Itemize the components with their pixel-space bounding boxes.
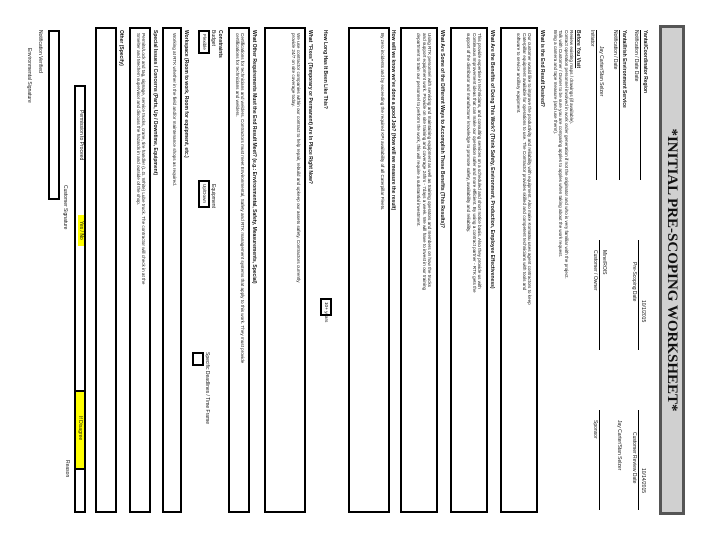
end-result-line: Our customer would like to improve the productivity and reliability with equipment. Also make Komatsu uses agent contractors to keep [527,33,532,305]
prescoping-date-value: 10/1/2015 [640,300,646,323]
before-visit-line: Bring a camera and tape measure (and use them!). [552,30,558,135]
how-long-heading: How Long Has It Been Like This? [322,30,328,109]
initiator-value: Jay Carter/Stan Selzer [598,46,604,97]
budget-box[interactable] [198,30,210,54]
notification-label: Notification / Date [612,30,618,70]
permission-label: Permission to Proceed [78,110,84,161]
special-issues-line: Permits/Lock and tag, signage, service trucks, crane, tire handler (L.G. White) Lube truck. The contractor will check in at the [141,33,146,285]
customer-signature-label: Customer Signature [62,185,68,230]
initiator-label: Initiator [589,30,595,47]
constraints-heading: Constraints [217,30,223,58]
prescoping-date-line [638,240,639,350]
reason-label: Reason [64,460,70,478]
approaches-line: department to train our personnel to perform the work, this will require a substantial investment. [416,33,422,227]
reviewer-line [619,30,620,180]
approaches-line: Using RTK personnel with servicing and maintaining equipment as well as training operators and members on how the trucks [427,33,432,287]
special-issues-box[interactable] [129,27,151,513]
permission-value[interactable]: Yes / No [78,215,84,246]
equipment-label: Equipment [210,184,216,208]
prescoping-date-label: Pre-Scoping Date [631,262,637,302]
workspace-heading: Workspace (Room to work, Room for equipment, etc.) [183,30,189,158]
budget-value: Flexible [202,34,207,50]
special-issues-heading: Special Issues / Concerns (Parts, Up / Downtime, Equipment) [152,30,158,176]
equipment-value: Up/Down [202,184,207,203]
before-visit-line: Talk with Customer / Owner to be sure you are comparing apples to apples when taking about the work request. [558,30,564,257]
worksheet-title: *INITIAL PRE-SCOPING WORKSHEET* [659,25,685,515]
how-long-box[interactable] [320,298,332,323]
disagree-box[interactable] [74,390,86,470]
deadlines-box[interactable] [192,352,204,366]
end-result-line: Caterpillar equipment available for operations to use. The Contractor provides skilled and competent technicians with tools and [521,33,527,291]
benefits-box[interactable] [450,27,488,513]
disagree-value: If Disagree [77,416,83,441]
end-result-line: software to service ancillary equipment. [516,33,522,114]
requirements-heading: What Other Requirements Must the End Result Meet? (e.g.: Environmental, Safety, Measurements, Special) [251,30,257,284]
requirements-line: certifications for technicians and welders. [234,33,240,117]
measure-heading: How will we know we've done a good Job? (How will we measure the result) [390,30,396,211]
requirements-box[interactable] [228,27,250,513]
workspace-box[interactable] [162,27,182,513]
fixes-box[interactable] [264,27,306,513]
customer-line [599,240,600,350]
deadlines-label: Specific Deadlines / Time Frame [204,352,210,424]
notification-date-label: Notification / Date Date [633,30,639,82]
special-issues-line: Smelter and Mechem supervisor and discuss the hazards in and outside of the shop. [135,33,141,206]
review-date-value: 10/14/2015 [640,468,646,494]
customer-value: Mine/ROIS [601,250,607,275]
workspace-line: Working at RTK whether in the field and/or maintenance shops as required. [172,33,177,187]
reviewer-value: Yantai/Irish Environment Service [621,30,627,108]
notification-verified-label: Notification Verified [37,30,43,73]
before-visit-list [552,30,574,500]
other-box[interactable] [95,27,117,513]
approaches-box[interactable] [400,27,438,513]
measure-line: By zero incidents and by exceeding the required KPI availability of all Caterpillar Fleets. [380,33,385,211]
how-long-value: 10+ years [324,302,329,323]
budget-label: Budget [210,30,216,46]
signature-box[interactable] [48,30,60,200]
benefits-line: support of the distributor and manufacturer knowledge to promote safety, availability and reliability. [466,33,472,233]
fixes-heading: What "Fixes" (Temporary or Permanent) Are In Place Right Now? [307,30,313,184]
approaches-heading: What Are Some of the Different Ways to Accomplish These Benefits (This Results)? [439,30,445,229]
environmental-signature-label: Environmental Signature [26,48,32,103]
before-visit-heading: Before You Visit [575,30,581,69]
benefits-line: This provide expertise in technicians, and consulting services on a scheduled and short notice basis. Also they provide us with [477,33,482,289]
fixes-line: provide 24/7 on site coverage today. [290,33,296,107]
review-date-label: Customer Review Date [631,432,637,484]
measure-box[interactable] [348,27,390,513]
sponsor-names-value: Jay Carter/Stan Selzer [616,420,622,471]
equipment-box[interactable] [198,180,210,208]
region-line [640,30,641,180]
sponsor-label: Sponsor [592,420,598,439]
review-date-line [638,410,639,510]
customer-label: Customer / Owner [592,250,598,291]
requirements-line: Certifications for technicians and welders. Contractors must meet Environmental, Safety and RTK management systems that apply to this work. They must provide [240,33,245,364]
initiator-line [596,30,597,180]
before-visit-line: Review existing maps / drawings (if available). [569,30,574,124]
benefits-heading: What Are the Benefits of Doing This Work? (Think Safety, Environment, Production, Employee Effectiveness) [489,30,495,289]
end-result-heading: What is the End Result Desired? [539,30,545,107]
approaches-line: and support equipment work. Provide on site training and coverage 24hrs - 7days a week. We will have to invest in our training [421,33,427,291]
region-value: Yantai/Coordinator Region [642,30,648,94]
end-result-box[interactable] [500,27,538,513]
other-heading: Other (Specify) [118,30,124,66]
before-visit-line: Contact operation personnel involved in work order generation if not the originator and who is very familiar with the project. [563,30,569,279]
fixes-line: We use contractor companies within our contract to help repair, rebuild and upkeep our assets safety. Contractors currently [296,33,301,283]
benefits-line: Continuous Improvement ideas that can make our operation safer and more efficient. By using a contract partner - RTK gets the [471,33,477,293]
sponsor-line [599,410,600,510]
